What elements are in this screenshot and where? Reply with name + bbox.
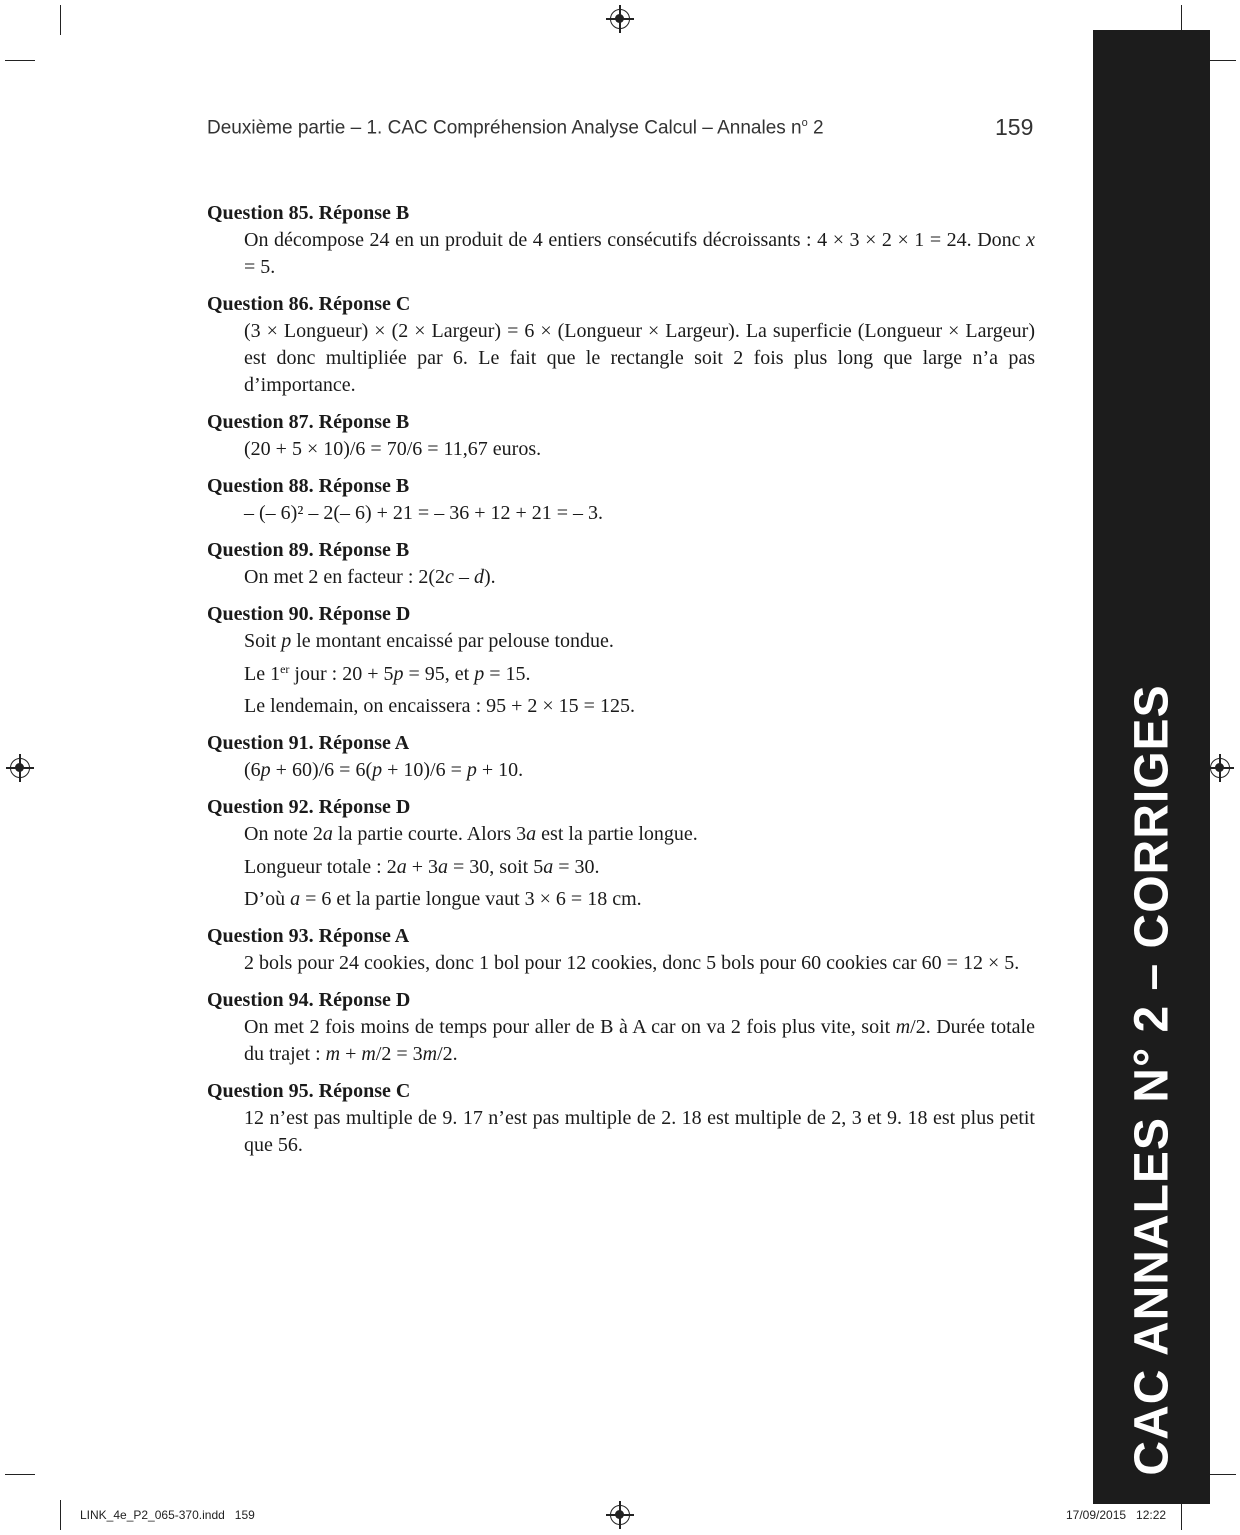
answer-text: Soit p le montant encaissé par pelouse tondue. bbox=[244, 630, 614, 652]
question-87 bbox=[207, 409, 1035, 463]
crop-mark bbox=[60, 1500, 61, 1530]
answer-text: (20 + 5 × 10)/6 = 70/6 = 11,67 euros. bbox=[244, 438, 542, 460]
answer-text: D’où a = 6 et la partie longue vaut 3 × 6 = 18 cm. bbox=[244, 888, 642, 910]
answer-text: On décompose 24 en un produit de 4 entiers consécutifs décroissants : 4 × 3 × 2 × 1 = 24. Donc x = 5. bbox=[244, 229, 1035, 278]
question-85 bbox=[207, 200, 1035, 281]
question-title: Question 87. Réponse B bbox=[207, 411, 410, 433]
question-95 bbox=[207, 1078, 1035, 1159]
question-title: Question 90. Réponse D bbox=[207, 603, 411, 625]
question-title: Question 91. Réponse A bbox=[207, 732, 410, 754]
crop-mark bbox=[1206, 60, 1236, 61]
answer-text: (6p + 60)/6 = 6(p + 10)/6 = p + 10. bbox=[244, 759, 524, 781]
crop-mark bbox=[60, 5, 61, 35]
answer-text: On met 2 fois moins de temps pour aller de B à A car on va 2 fois plus vite, soit m/2. Durée totale du trajet : m + m/2 = 3m/2. bbox=[244, 1016, 1035, 1065]
registration-mark-icon bbox=[1210, 758, 1230, 778]
question-title: Question 92. Réponse D bbox=[207, 796, 411, 818]
question-title: Question 86. Réponse C bbox=[207, 293, 411, 315]
answer-text: Le 1er jour : 20 + 5p = 95, et p = 15. bbox=[244, 661, 531, 685]
crop-mark bbox=[5, 60, 35, 61]
footer-file-name: LINK_4e_P2_065-370.indd 159 bbox=[80, 1508, 255, 1522]
crop-mark bbox=[1181, 1500, 1182, 1530]
question-86 bbox=[207, 291, 1035, 399]
question-94 bbox=[207, 987, 1035, 1068]
answer-text: – (– 6)² – 2(– 6) + 21 = – 36 + 12 + 21 = – 3. bbox=[244, 502, 604, 524]
question-title: Question 85. Réponse B bbox=[207, 202, 410, 224]
answer-text: Le lendemain, on encaissera : 95 + 2 × 15 = 125. bbox=[244, 695, 635, 717]
answer-text: On note 2a la partie courte. Alors 3a est la partie longue. bbox=[244, 823, 698, 845]
registration-mark-icon bbox=[10, 758, 30, 778]
answer-text: 2 bols pour 24 cookies, donc 1 bol pour 12 cookies, donc 5 bols pour 60 cookies car 60 = 12 × 5. bbox=[244, 952, 1020, 974]
answers-list bbox=[207, 200, 1035, 1169]
question-title: Question 94. Réponse D bbox=[207, 989, 411, 1011]
answer-text: 12 n’est pas multiple de 9. 17 n’est pas multiple de 2. 18 est multiple de 2, 3 et 9. 18 est plus petit que 56. bbox=[244, 1107, 1035, 1156]
crop-mark bbox=[1206, 1474, 1236, 1475]
question-92 bbox=[207, 794, 1035, 913]
footer-date: 17/09/2015 12:22 bbox=[1066, 1508, 1167, 1522]
side-tab-label: CAC ANNALES N° 2 – CORRIGES bbox=[1125, 684, 1178, 1476]
question-title: Question 89. Réponse B bbox=[207, 539, 410, 561]
answer-text: (3 × Longueur) × (2 × Largeur) = 6 × (Longueur × Largeur). La superficie (Longueur × Largeur) est donc multipliée par 6. Le fait que le rectangle soit 2 fois plus long que large n’a pas d’importance. bbox=[244, 320, 1035, 396]
registration-mark-icon bbox=[610, 9, 630, 29]
page-number: 159 bbox=[995, 114, 1034, 140]
answer-text: On met 2 en facteur : 2(2c – d). bbox=[244, 566, 496, 588]
question-90 bbox=[207, 601, 1035, 720]
question-88 bbox=[207, 473, 1035, 527]
crop-mark bbox=[5, 1474, 35, 1475]
answer-text: Longueur totale : 2a + 3a = 30, soit 5a = 30. bbox=[244, 855, 600, 878]
question-title: Question 95. Réponse C bbox=[207, 1080, 411, 1102]
question-title: Question 88. Réponse B bbox=[207, 475, 410, 497]
running-header: Deuxième partie – 1. CAC Compréhension Analyse Calcul – Annales $n^o$ 2 bbox=[207, 117, 824, 139]
question-91 bbox=[207, 730, 1035, 784]
registration-mark-icon bbox=[610, 1505, 630, 1525]
question-title: Question 93. Réponse A bbox=[207, 925, 410, 947]
question-93 bbox=[207, 923, 1035, 977]
question-89 bbox=[207, 537, 1035, 591]
